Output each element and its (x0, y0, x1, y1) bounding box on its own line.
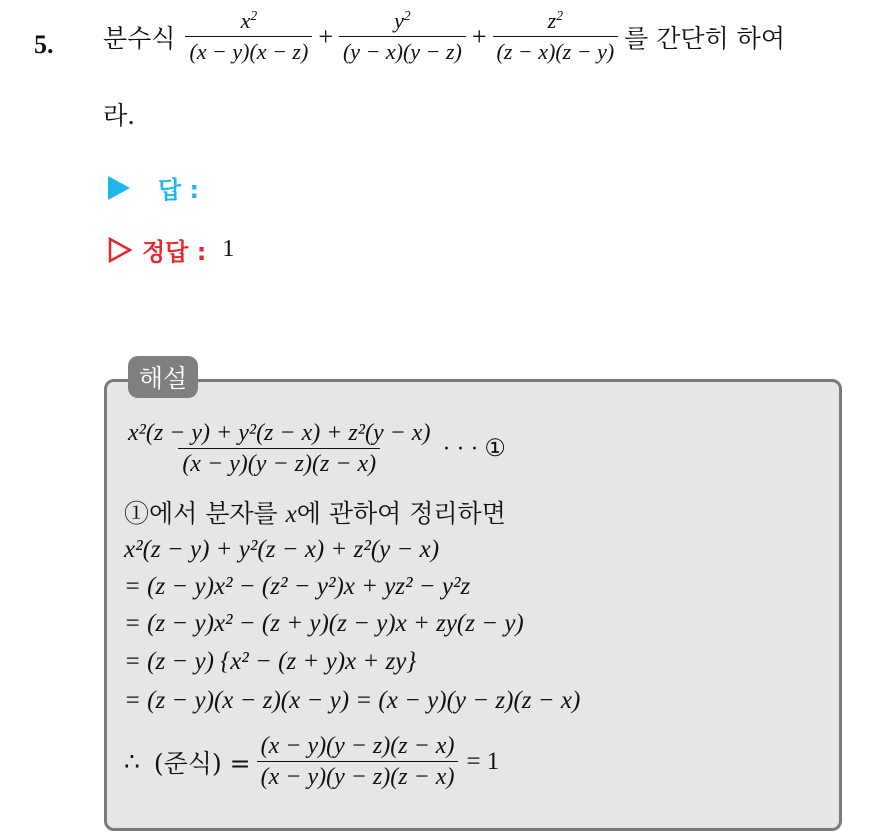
question-prefix: 분수식 (103, 23, 176, 53)
first-fraction (124, 420, 434, 477)
fraction-x (185, 8, 312, 65)
first-fraction-numerator: x²(z − y) + y²(z − x) + z²(y − x) (128, 420, 431, 446)
fraction-denominator: (y − x)(y − z) (339, 36, 466, 65)
final-denominator: (x − y)(y − z)(z − x) (257, 761, 459, 790)
note-post: 에 관하여 정리하면 (296, 499, 506, 528)
fraction-numerator: $x^2$ (240, 7, 258, 33)
fraction-y (339, 8, 466, 65)
fraction-numerator: $z^2$ (547, 7, 564, 33)
fraction-denominator: (x − y)(x − z) (185, 36, 312, 65)
note-pre: ①에서 분자를 (124, 499, 278, 528)
plus-sign: + (318, 21, 333, 51)
final-numerator: (x − y)(y − z)(z − x) (260, 733, 455, 759)
solution-first-fraction (124, 420, 506, 477)
fraction-denominator: (z − x)(z − y) (493, 36, 619, 65)
note-variable: x (285, 501, 297, 528)
solution-step: = (z − y)x² − (z² − y²)x + yz² − y²z (124, 573, 471, 600)
question-line (103, 8, 785, 65)
solution-step: = (z − y)(x − z)(x − y) = (x − y)(y − z)(z − x) (124, 687, 581, 714)
solution-tab: 해설 (128, 356, 198, 398)
final-fraction (257, 733, 459, 790)
correct-answer-row (108, 232, 234, 267)
question-number: 5. (34, 30, 54, 59)
correct-answer-label: 정답 : (142, 238, 207, 266)
equation-tag: · · · ① (442, 436, 506, 462)
final-result: = 1 (466, 747, 500, 775)
answer-label: 답 : (158, 176, 200, 204)
solution-step: = (z − y) {x² − (z + y)x + zy} (124, 648, 417, 675)
question-continuation: 라. (103, 101, 136, 130)
therefore-symbol: ∴ (124, 748, 140, 776)
plus-sign: + (471, 21, 487, 51)
final-label: (준식) = (153, 748, 251, 778)
fraction-numerator: $y^2$ (394, 7, 411, 33)
question-suffix: 를 간단히 하여 (624, 23, 785, 53)
solution-step: x²(z − y) + y²(z − x) + z²(y − x) (124, 536, 440, 563)
solution-note (124, 494, 506, 530)
solution-step: = (z − y)x² − (z + y)(z − y)x + zy(z − y) (124, 610, 524, 637)
solution-final (124, 733, 499, 790)
answer-row (108, 170, 199, 205)
fraction-z (493, 8, 619, 65)
play-icon (108, 176, 130, 200)
correct-answer-value: 1 (222, 236, 235, 262)
first-fraction-denominator: (x − y)(y − z)(z − x) (178, 448, 380, 477)
outline-triangle-icon (108, 236, 132, 264)
